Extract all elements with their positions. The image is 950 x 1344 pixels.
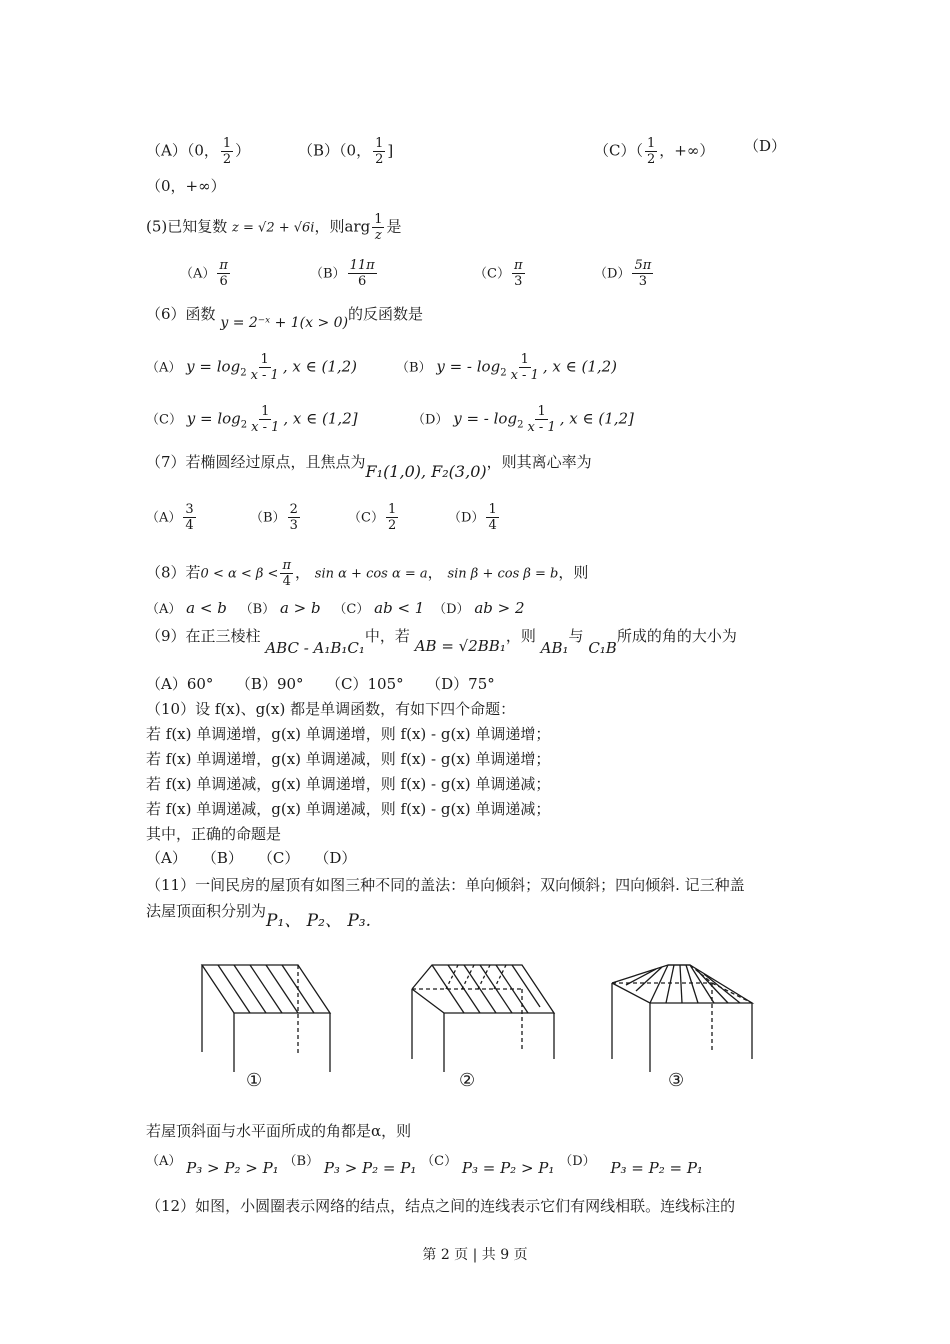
q10-conclusion: 其中，正确的命题是 (146, 825, 282, 843)
q6-option-d: （D） y = - $\log_2$ $\frac{1}{x - 1}$ , x ∈ (1,2] (412, 404, 634, 435)
q7-formula: F₁(1,0), F₂(3,0) (365, 462, 487, 481)
q5-option-c: （C） $\frac{\pi}{3}$ (474, 258, 523, 289)
q4-option-d: （D） (744, 137, 787, 155)
q7-option-b: （B） $\frac{2}{3}$ (250, 502, 298, 533)
roof-figure-single-slope (190, 955, 350, 1075)
q8-options: （A） a < b （B） a > b （C） ab < 1 （D） ab > 2 (146, 599, 525, 617)
roof-figure-double-slope (400, 955, 570, 1075)
q5-formula: z = √2 + √6i (232, 220, 315, 236)
q6-formula: y = 2⁻ˣ + 1(x > 0) (220, 315, 349, 331)
q7-option-a: （A） $\frac{3}{4}$ (146, 502, 194, 533)
q10-prop-2: 若 f(x) 单调递增，g(x) 单调递减，则 f(x) - g(x) 单调递增； (146, 750, 551, 768)
q6-stem: （6）函数 y = 2⁻ˣ + 1(x > 0)的反函数是 (146, 305, 424, 331)
q11-options: （A） P₃ > P₂ > P₁ （B） P₃ > P₂ = P₁ （C） P₃ = P₂ > P₁ （D） P₃ = P₂ = P₁ (146, 1154, 703, 1177)
figure-label-2: ② (459, 1070, 476, 1091)
q9-stem: （9）在正三棱柱 ABC - A₁B₁C₁中，若 AB = √2BB₁，则 AB₁与 C₁B所成的角的大小为 (146, 627, 737, 657)
q10-options: （A） （B） （C） （D） (146, 849, 357, 867)
q5-option-b: （B） $\frac{11\pi}{6}$ (310, 258, 375, 289)
q4-c-den: 2 (646, 152, 656, 167)
q4-option-a: （A）（0， $\frac{1}{2}$ ） (146, 136, 251, 167)
roof-figure-four-slope (600, 955, 770, 1075)
q5-option-a: （A） $\frac{\pi}{6}$ (180, 258, 228, 289)
q6-option-b: （B） y = - $\log_2$ $\frac{1}{x - 1}$ , x ∈ (1,2) (396, 352, 618, 383)
q4-option-d-continued: （0，+∞） (146, 177, 226, 195)
q4-option-c: （C）（ $\frac{1}{2}$ ，+∞） (594, 136, 715, 167)
q10-prop-1: 若 f(x) 单调递增，g(x) 单调递增，则 f(x) - g(x) 单调递增； (146, 725, 551, 743)
q10-prop-3: 若 f(x) 单调递减，g(x) 单调递增，则 f(x) - g(x) 单调递减； (146, 775, 551, 793)
figure-label-1: ① (246, 1070, 263, 1091)
q4-c-num: 1 (646, 136, 656, 151)
q4-b-den: 2 (375, 152, 384, 167)
q5-option-d: （D） $\frac{5\pi}{3}$ (594, 258, 652, 289)
page-footer: 第 2 页 | 共 9 页 (422, 1247, 528, 1263)
q6-option-a: （A） $y = \log_2$ $\frac{1}{x - 1}$ , x ∈ (1,2) (146, 352, 358, 383)
q7-option-d: （D） $\frac{1}{4}$ (448, 502, 497, 533)
q12-stem: （12）如图，小圆圈表示网络的结点，结点之间的连线表示它们有网线相联。连线标注的 (146, 1197, 736, 1215)
q10-prop-4: 若 f(x) 单调递减，g(x) 单调递减，则 f(x) - g(x) 单调递减； (146, 800, 551, 818)
q10-stem: （10）设 f(x)、g(x) 都是单调函数，有如下四个命题： (146, 700, 516, 718)
q4-b-num: 1 (375, 136, 384, 151)
q7-stem: （7）若椭圆经过原点，且焦点为F₁(1,0), F₂(3,0)，则其离心率为 (146, 453, 592, 481)
q4-a-den: 2 (222, 152, 232, 167)
q11-stem-line1: （11）一间民房的屋顶有如图三种不同的盖法：单向倾斜；双向倾斜；四向倾斜. 记三种盖 (146, 876, 745, 894)
q4-a-num: 1 (222, 136, 232, 151)
q9-options: （A）60° （B）90° （C）105° （D）75° (146, 675, 495, 693)
q11-formula: P₁、 P₂、 P₃. (266, 911, 371, 931)
q5-stem: (5)已知复数 z = √2 + √6i，则arg $\frac{1}{z}$ 是 (146, 212, 402, 243)
figure-label-3: ③ (668, 1070, 685, 1091)
q4-option-b: （B）（0， $\frac{1}{2}$ ] (298, 136, 394, 167)
q11-stem-line2: 法屋顶面积分别为P₁、 P₂、 P₃. (146, 902, 371, 931)
q8-stem: （8）若0 < α < β < $\frac{\pi}{4}$ ， sin α + cos α = a， sin β + cos β = b，则 (146, 558, 589, 589)
q7-option-c: （C） $\frac{1}{2}$ (348, 502, 397, 533)
q11-question: 若屋顶斜面与水平面所成的角都是α，则 (146, 1122, 412, 1140)
q6-option-c: （C） $y = \log_2$ $\frac{1}{x - 1}$ , x ∈ (1,2] (146, 404, 358, 435)
